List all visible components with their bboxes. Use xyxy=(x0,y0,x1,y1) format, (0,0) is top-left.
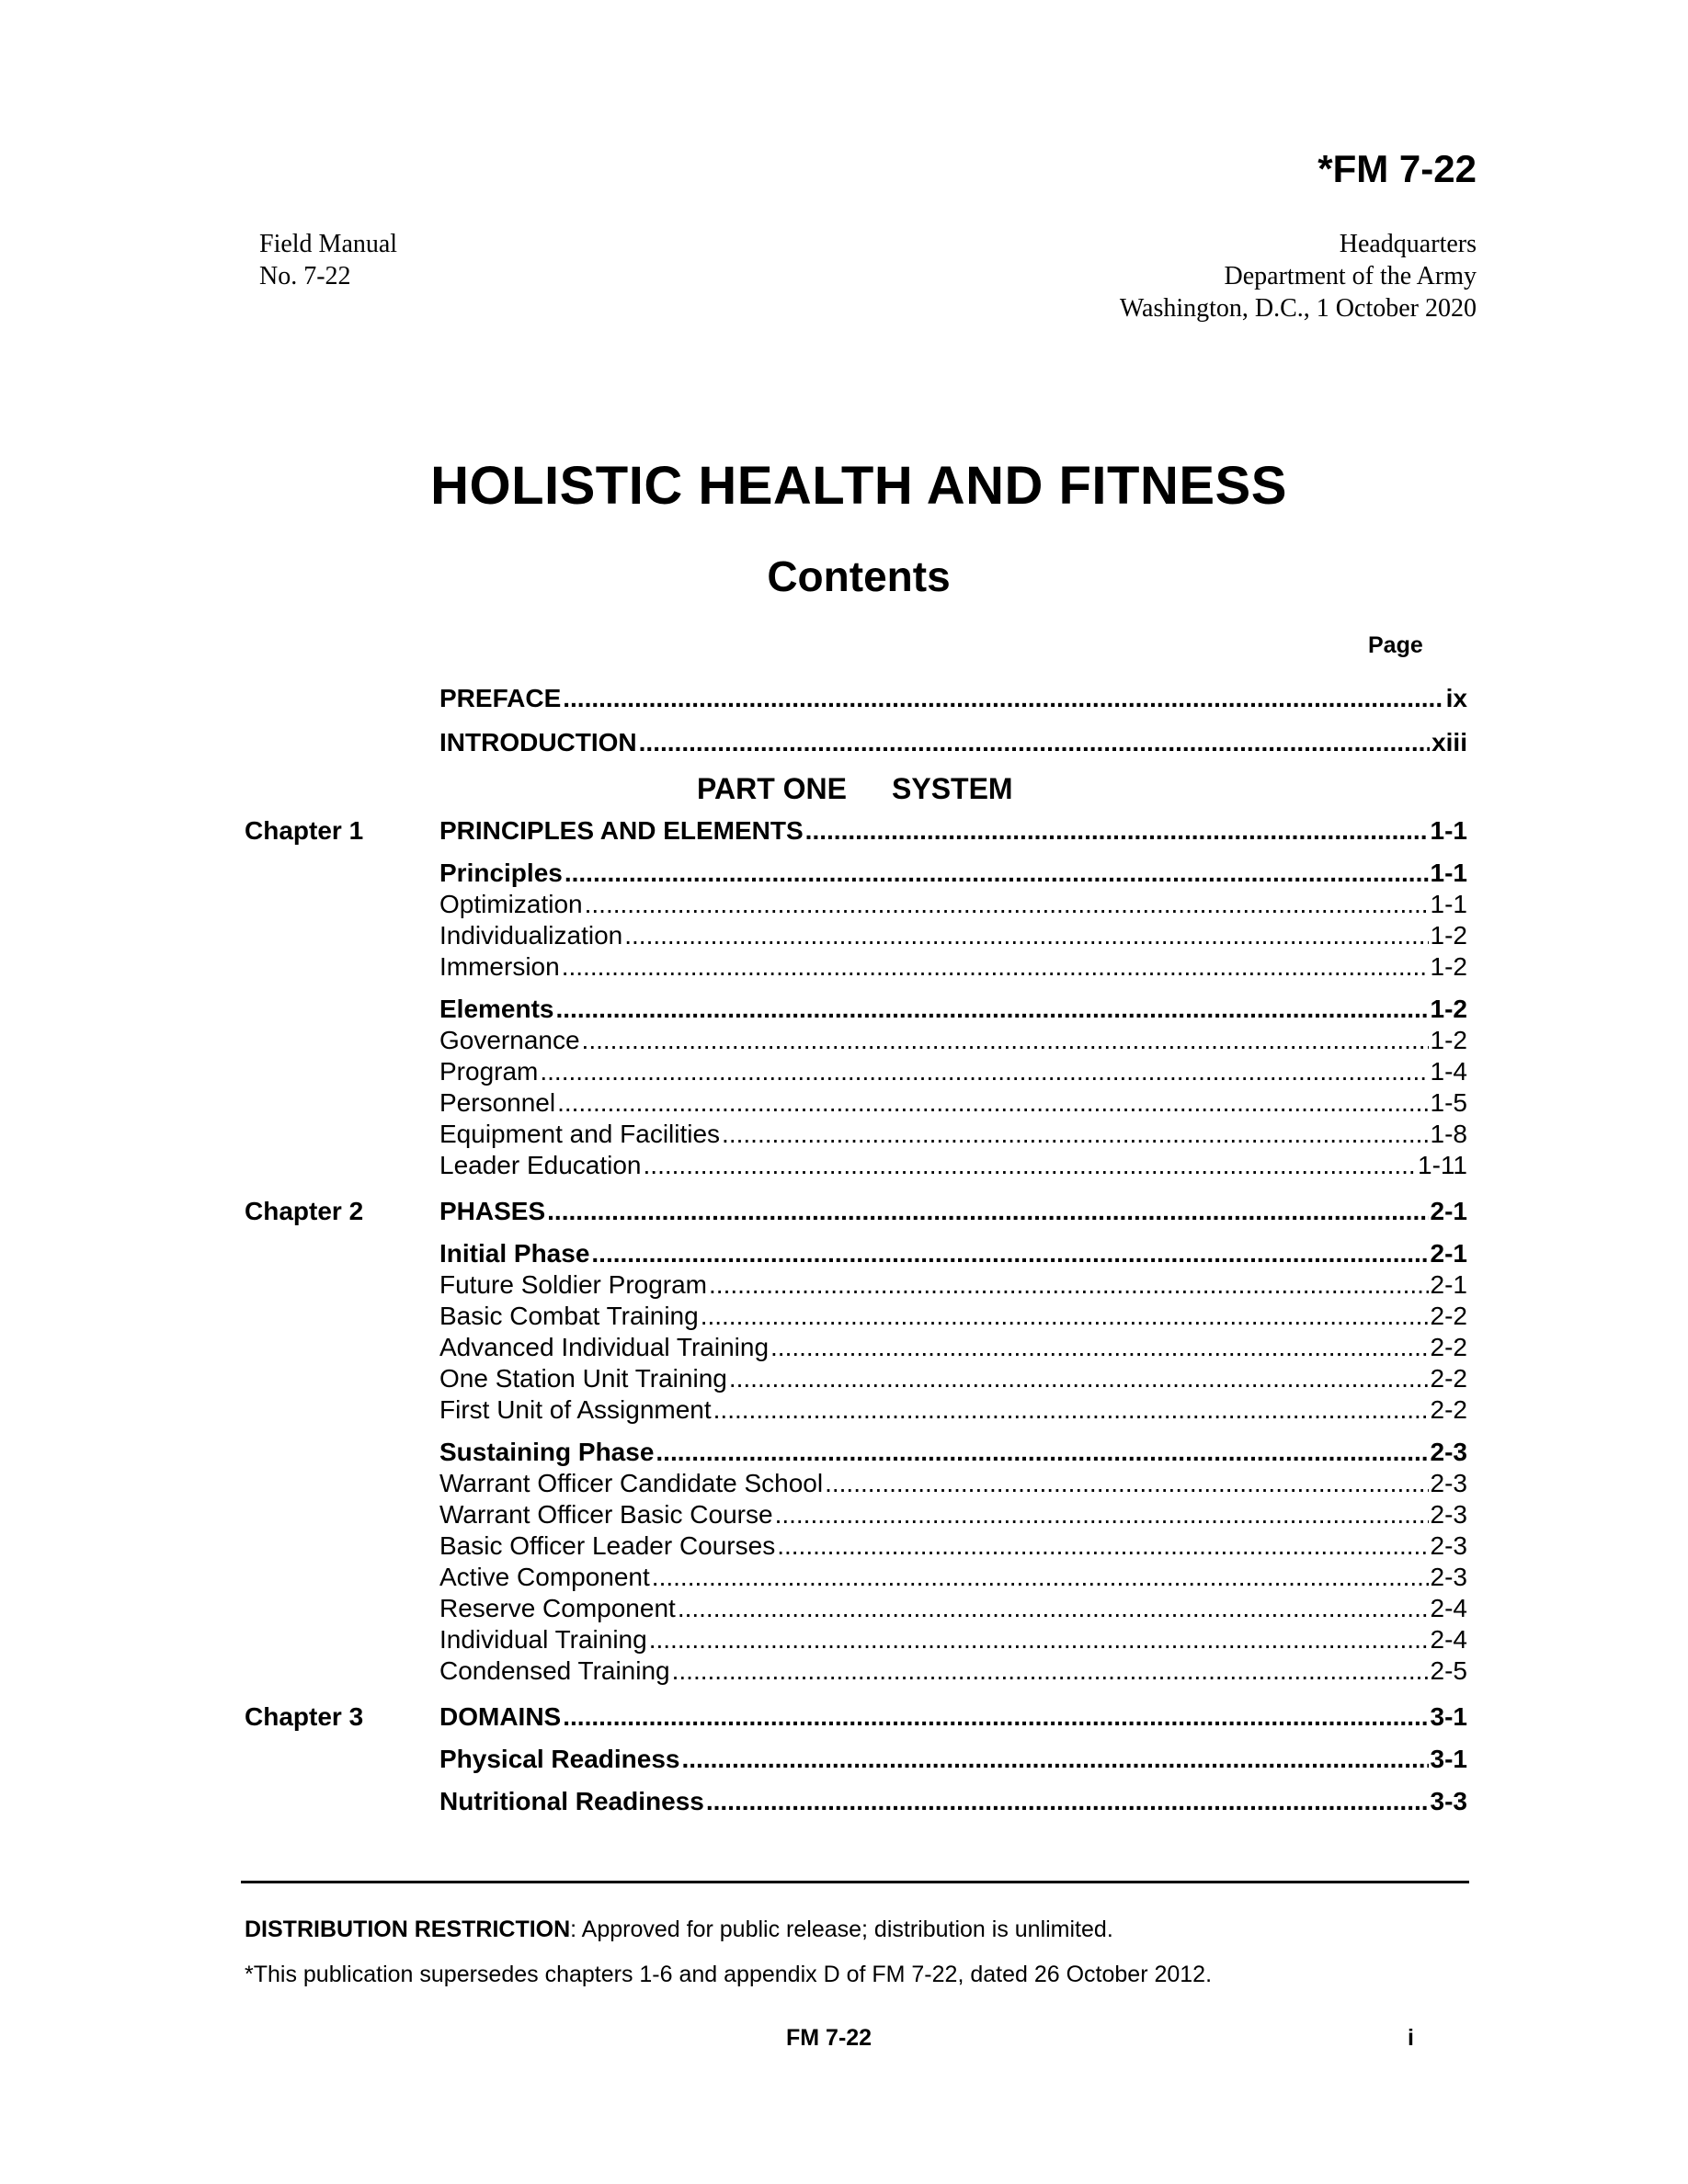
toc-entry-text: INTRODUCTION xyxy=(439,728,637,756)
toc-item[interactable] xyxy=(245,1057,1467,1088)
dot-leader xyxy=(585,890,1429,919)
dot-leader xyxy=(713,1395,1429,1425)
toc-entry-text: Basic Officer Leader Courses xyxy=(439,1531,776,1560)
toc-item[interactable] xyxy=(245,890,1467,921)
toc-page-number: 2-3 xyxy=(1430,1438,1467,1466)
toc-page-number: 1-1 xyxy=(1430,816,1467,845)
dot-leader xyxy=(591,1239,1428,1268)
toc-item[interactable] xyxy=(245,1120,1467,1151)
distribution-restriction xyxy=(245,1917,1113,1943)
footer-page-number: i xyxy=(1408,2025,1414,2051)
toc-entry-text: First Unit of Assignment xyxy=(439,1395,712,1424)
toc-section-physical-readiness[interactable] xyxy=(245,1745,1467,1776)
toc-entry-text: Elements xyxy=(439,995,554,1023)
toc-entry-introduction[interactable] xyxy=(245,728,1467,759)
toc-item[interactable] xyxy=(245,952,1467,984)
toc-entry-text: Future Soldier Program xyxy=(439,1270,708,1299)
toc-page-number: 3-1 xyxy=(1430,1702,1467,1731)
footer-publication: FM 7-22 xyxy=(786,2025,873,2051)
dot-leader xyxy=(562,952,1429,982)
dot-leader xyxy=(805,816,1429,846)
field-manual-line: Field Manual xyxy=(259,230,398,258)
toc-entry-text: Basic Combat Training xyxy=(439,1302,699,1330)
toc-page-number: 1-2 xyxy=(1430,921,1467,950)
dot-leader xyxy=(624,921,1428,950)
toc-item[interactable] xyxy=(245,1395,1467,1427)
toc-page-number: 2-3 xyxy=(1430,1469,1467,1497)
toc-entry-text: Individual Training xyxy=(439,1625,647,1654)
toc-page-number: 1-1 xyxy=(1430,890,1467,918)
toc-page-number: 2-1 xyxy=(1430,1270,1467,1299)
toc-page-number: 3-3 xyxy=(1430,1787,1467,1815)
dot-leader xyxy=(540,1057,1428,1086)
toc-entry-text: Governance xyxy=(439,1026,580,1054)
toc-page-number: 2-5 xyxy=(1430,1656,1467,1685)
dot-leader xyxy=(565,859,1429,888)
toc-entry-text: Reserve Component xyxy=(439,1594,676,1622)
toc-entry-text: One Station Unit Training xyxy=(439,1364,727,1393)
toc-entry-text: PRINCIPLES AND ELEMENTS xyxy=(439,816,804,845)
supersedes-note: *This publication supersedes chapters 1-6 and appendix D of FM 7-22, dated 26 October 2012. xyxy=(245,1962,1213,1987)
toc-item[interactable] xyxy=(245,1088,1467,1120)
dot-leader xyxy=(639,728,1430,757)
dot-leader xyxy=(656,1438,1428,1467)
dot-leader xyxy=(582,1026,1429,1055)
toc-entry-text: Warrant Officer Basic Course xyxy=(439,1500,773,1529)
toc-entry-text: Principles xyxy=(439,859,563,887)
dot-leader xyxy=(563,684,1443,713)
toc-page-number: 2-3 xyxy=(1430,1563,1467,1591)
toc-page-number: 2-2 xyxy=(1430,1364,1467,1393)
chapter-label: Chapter 1 xyxy=(245,816,364,845)
toc-chapter-3[interactable] xyxy=(245,1702,1467,1734)
issuing-authority xyxy=(1120,228,1477,324)
dot-leader xyxy=(563,1702,1428,1732)
toc-entry-text: PHASES xyxy=(439,1197,546,1225)
dot-leader xyxy=(644,1151,1417,1180)
toc-section-elements[interactable] xyxy=(245,995,1467,1026)
toc-item[interactable] xyxy=(245,1151,1467,1182)
toc-entry-text: Optimization xyxy=(439,890,583,918)
headquarters-line: Headquarters xyxy=(1339,230,1477,258)
horizontal-rule xyxy=(241,1881,1469,1883)
toc-item[interactable] xyxy=(245,1594,1467,1625)
toc-page-number: 1-2 xyxy=(1430,995,1467,1023)
dot-leader xyxy=(701,1302,1429,1331)
field-manual-id xyxy=(259,228,397,292)
toc-page-number: 2-1 xyxy=(1430,1239,1467,1268)
toc-entry-text: Leader Education xyxy=(439,1151,642,1179)
toc-page-number: 2-2 xyxy=(1430,1302,1467,1330)
dot-leader xyxy=(547,1197,1428,1226)
dot-leader xyxy=(681,1745,1428,1774)
toc-item[interactable] xyxy=(245,1656,1467,1688)
part-one-heading xyxy=(245,772,1467,816)
dot-leader xyxy=(678,1594,1429,1623)
table-of-contents xyxy=(245,677,1467,1818)
toc-item[interactable] xyxy=(245,1500,1467,1531)
toc-item[interactable] xyxy=(245,1625,1467,1656)
toc-item[interactable] xyxy=(245,921,1467,952)
department-line: Department of the Army xyxy=(1224,262,1477,290)
dot-leader xyxy=(722,1120,1428,1149)
dot-leader xyxy=(652,1563,1429,1592)
toc-item[interactable] xyxy=(245,1302,1467,1333)
dot-leader xyxy=(729,1364,1429,1393)
toc-entry-text: Immersion xyxy=(439,952,560,981)
toc-page-number: 1-5 xyxy=(1430,1088,1467,1117)
date-line: Washington, D.C., 1 October 2020 xyxy=(1119,294,1477,323)
manual-number-line: No. 7-22 xyxy=(259,262,351,290)
publication-number: *FM 7-22 xyxy=(1317,147,1477,190)
toc-page-number: 1-2 xyxy=(1430,952,1467,981)
chapter-label: Chapter 2 xyxy=(245,1197,364,1225)
toc-page-number: 1-4 xyxy=(1430,1057,1467,1086)
toc-entry-text: Advanced Individual Training xyxy=(439,1333,770,1361)
distribution-text: : Approved for public release; distribution is unlimited. xyxy=(570,1917,1113,1942)
toc-entry-text: Personnel xyxy=(439,1088,556,1117)
toc-section-nutritional-readiness[interactable] xyxy=(245,1787,1467,1818)
toc-item[interactable] xyxy=(245,1333,1467,1364)
dot-leader xyxy=(775,1500,1429,1530)
toc-page-number: 1-2 xyxy=(1430,1026,1467,1054)
toc-entry-text: Program xyxy=(439,1057,539,1086)
toc-page-number: 1-11 xyxy=(1418,1151,1467,1179)
toc-entry-text: Active Component xyxy=(439,1563,650,1591)
toc-entry-text: Condensed Training xyxy=(439,1656,670,1685)
toc-page-number: ix xyxy=(1445,684,1467,712)
dot-leader xyxy=(770,1333,1429,1362)
toc-entry-preface[interactable] xyxy=(245,684,1467,715)
toc-page-number: xiii xyxy=(1431,728,1467,756)
toc-entry-text: PREFACE xyxy=(439,684,562,712)
toc-chapter-2[interactable] xyxy=(245,1197,1467,1228)
toc-item[interactable] xyxy=(245,1531,1467,1563)
toc-item[interactable] xyxy=(245,1270,1467,1302)
toc-entry-text: Physical Readiness xyxy=(439,1745,680,1773)
page-column-label: Page xyxy=(1368,632,1423,658)
toc-page-number: 2-3 xyxy=(1430,1500,1467,1529)
toc-item[interactable] xyxy=(245,1364,1467,1395)
toc-entry-text: Initial Phase xyxy=(439,1239,590,1268)
dot-leader xyxy=(557,1088,1428,1118)
dot-leader xyxy=(672,1656,1429,1686)
toc-chapter-1[interactable] xyxy=(245,816,1467,847)
chapter-label: Chapter 3 xyxy=(245,1702,364,1731)
toc-page-number: 2-3 xyxy=(1430,1531,1467,1560)
toc-entry-text: Individualization xyxy=(439,921,623,950)
toc-entry-text: Equipment and Facilities xyxy=(439,1120,721,1148)
toc-item[interactable] xyxy=(245,1469,1467,1500)
toc-section-initial-phase[interactable] xyxy=(245,1239,1467,1270)
part-name: SYSTEM xyxy=(892,772,1013,805)
toc-entry-text: Warrant Officer Candidate School xyxy=(439,1469,824,1497)
toc-item[interactable] xyxy=(245,1026,1467,1057)
toc-page-number: 2-4 xyxy=(1430,1594,1467,1622)
part-number: PART ONE xyxy=(697,772,847,805)
toc-section-principles[interactable] xyxy=(245,859,1467,890)
dot-leader xyxy=(556,995,1429,1024)
dot-leader xyxy=(777,1531,1428,1561)
dot-leader xyxy=(825,1469,1428,1498)
distribution-label: DISTRIBUTION RESTRICTION xyxy=(245,1917,571,1942)
toc-page-number: 2-4 xyxy=(1430,1625,1467,1654)
toc-item[interactable] xyxy=(245,1563,1467,1594)
toc-entry-text: DOMAINS xyxy=(439,1702,562,1731)
toc-section-sustaining-phase[interactable] xyxy=(245,1438,1467,1469)
toc-page-number: 1-1 xyxy=(1430,859,1467,887)
contents-heading: Contents xyxy=(767,552,951,600)
toc-page-number: 2-2 xyxy=(1430,1395,1467,1424)
document-title: HOLISTIC HEALTH AND FITNESS xyxy=(430,456,1287,516)
toc-page-number: 2-2 xyxy=(1430,1333,1467,1361)
dot-leader xyxy=(706,1787,1429,1816)
toc-entry-text: Sustaining Phase xyxy=(439,1438,655,1466)
toc-page-number: 1-8 xyxy=(1430,1120,1467,1148)
toc-page-number: 2-1 xyxy=(1430,1197,1467,1225)
toc-page-number: 3-1 xyxy=(1430,1745,1467,1773)
dot-leader xyxy=(649,1625,1429,1655)
dot-leader xyxy=(709,1270,1429,1300)
toc-entry-text: Nutritional Readiness xyxy=(439,1787,704,1815)
